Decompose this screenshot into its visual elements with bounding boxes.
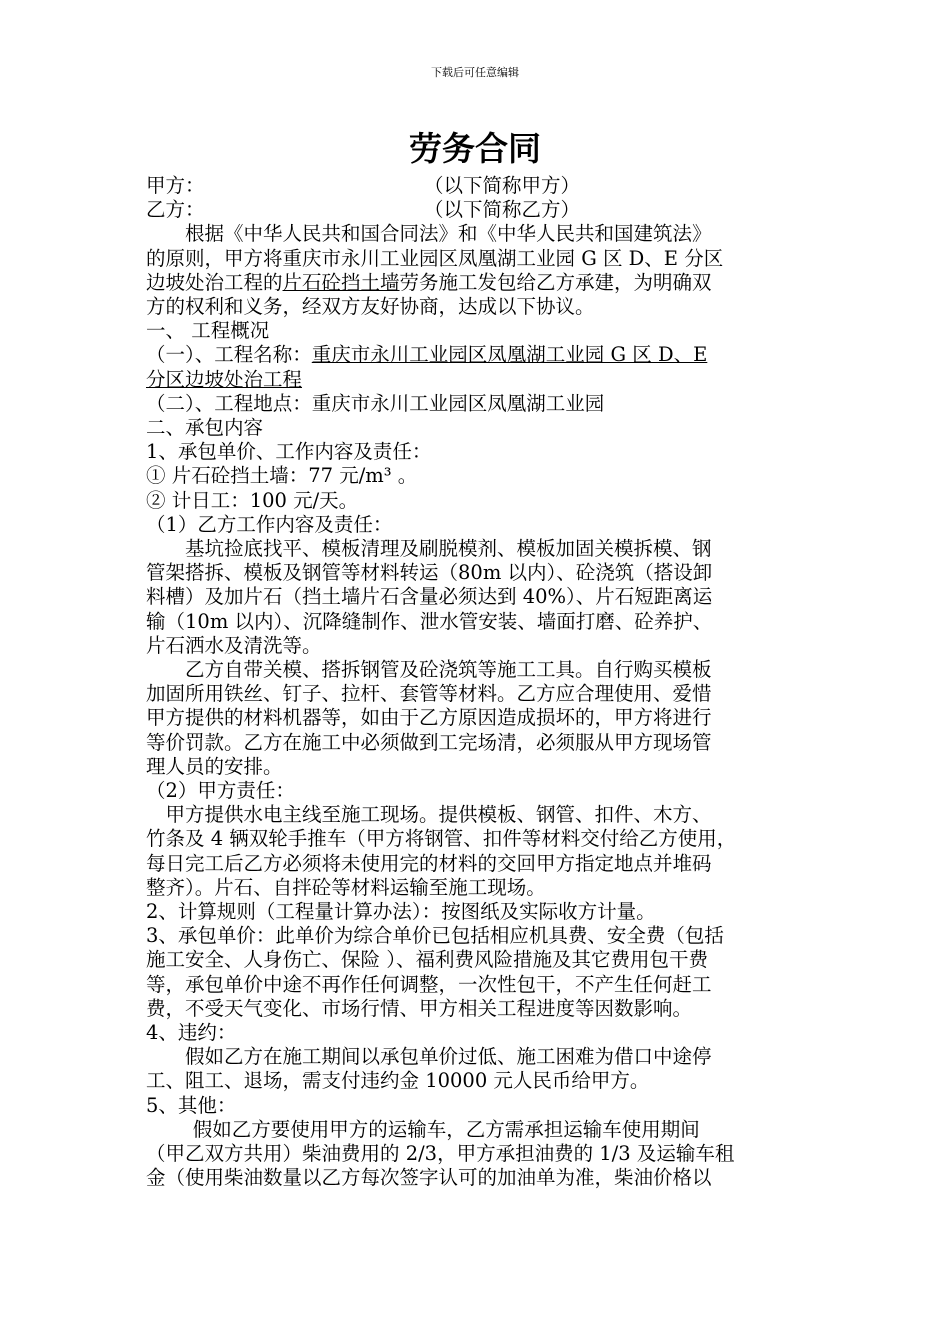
item-heading: 2、计算规则（工程量计算办法）：按图纸及实际收方计量。 <box>146 900 656 924</box>
paragraph-line: 基坑捡底找平、模板清理及刷脱模剂、模板加固关模拆模、钢 <box>185 537 712 561</box>
paragraph-line: 整齐）。片石、自拌砼等材料运输至施工现场。 <box>146 875 546 899</box>
item-heading: 4、违约： <box>146 1021 237 1045</box>
section-heading: 一、 工程概况 <box>146 319 270 343</box>
paragraph-line: 每日完工后乙方必须将未使用完的材料的交回甲方指定地点并堆码 <box>146 851 712 875</box>
paragraph-line: 管架搭拆、模板及钢管等材料转运（80m 以内）、砼浇筑（搭设卸 <box>146 561 713 585</box>
intro-text: 劳务施工发包给乙方承建，为明确双 <box>399 270 712 294</box>
paragraph-line: 片石洒水及清洗等。 <box>146 633 322 657</box>
contract-body <box>146 174 810 1191</box>
intro-line: 根据《中华人民共和国合同法》和《中华人民共和国建筑法》 <box>185 222 712 246</box>
paragraph-line: 输（10m 以内）、沉降缝制作、泄水管安装、墙面打磨、砼养护、 <box>146 609 713 633</box>
section-heading: 二、承包内容 <box>146 416 264 439</box>
paragraph-line: 假如乙方在施工期间以承包单价过低、施工困难为借口中途停 <box>185 1045 712 1069</box>
party-a-label: 甲方： <box>146 174 205 197</box>
document-title: 劳务合同 <box>409 129 541 168</box>
project-name-line <box>146 368 810 392</box>
party-a-note: （以下简称甲方） <box>424 174 581 197</box>
party-b-line <box>146 198 810 222</box>
paragraph-line: 假如乙方要使用甲方的运输车，乙方需承担运输车使用期间 <box>192 1117 700 1141</box>
party-b-label: 乙方： <box>146 198 205 222</box>
sub-heading: （1）乙方工作内容及责任： <box>146 512 393 536</box>
project-name-value: 重庆市永川工业园区凤凰湖工业园 G 区 D、E <box>311 343 708 367</box>
paragraph-line: 3、承包单价：此单价为综合单价已包括相应机具费、安全费（包括 <box>146 924 724 948</box>
paragraph-line: 费，不受天气变化、市场行情、甲方相关工程进度等因数影响。 <box>146 996 693 1020</box>
page-header-note: 下载后可任意编辑 <box>431 66 519 79</box>
intro-line: 的原则，甲方将重庆市永川工业园区凤凰湖工业园 G 区 D、E 分区 <box>146 246 724 270</box>
unit-price-line: ② 计日工：100 元/天。 <box>146 488 359 512</box>
intro-line <box>146 271 810 295</box>
item-heading: 1、承包单价、工作内容及责任： <box>146 440 432 464</box>
paragraph-line: 加固所用铁丝、钉子、拉杆、套管等材料。乙方应合理使用、爱惜 <box>146 682 712 706</box>
paragraph-line: 料槽）及加片石（挡土墙片石含量必须达到 40%）、片石短距离运 <box>146 585 713 609</box>
item-heading: 5、其他： <box>146 1093 237 1117</box>
paragraph-line: 甲方提供的材料机器等，如由于乙方原因造成损坏的，甲方将进行 <box>146 706 712 730</box>
party-a-line <box>146 174 810 198</box>
paragraph-line: 工、阻工、退场，需支付违约金 10000 元人民币给甲方。 <box>146 1069 650 1093</box>
paragraph-line: （甲乙双方共用）柴油费用的 2/3，甲方承担油费的 1/3 及运输车租 <box>146 1142 735 1166</box>
intro-text: 边坡处治工程的 <box>146 270 283 294</box>
paragraph-line: 理人员的安排。 <box>146 754 283 778</box>
sub-heading: （2）甲方责任： <box>146 779 295 803</box>
project-location-line: （二）、工程地点：重庆市永川工业园区凤凰湖工业园 <box>146 391 605 415</box>
intro-underlined-term: 片石砼挡土墙 <box>282 270 400 294</box>
intro-line: 方的权利和义务，经双方友好协商，达成以下协议。 <box>146 294 595 318</box>
project-name-line <box>146 343 810 367</box>
project-name-value: 分区边坡处治工程 <box>146 367 303 391</box>
paragraph-line: 等，承包单价中途不再作任何调整，一次性包干，不产生任何赶工 <box>146 972 712 996</box>
paragraph-line: 甲方提供水电主线至施工现场。提供模板、钢管、扣件、木方、 <box>165 803 712 827</box>
paragraph-line: 等价罚款。乙方在施工中必须做到工完场清，必须服从甲方现场管 <box>146 730 712 754</box>
paragraph-line: 乙方自带关模、搭拆钢管及砼浇筑等施工工具。自行购买模板 <box>185 658 712 682</box>
party-b-note: （以下简称乙方） <box>424 198 581 222</box>
paragraph-line: 金（使用柴油数量以乙方每次签字认可的加油单为准，柴油价格以 <box>146 1166 712 1190</box>
project-name-label: （一）、工程名称： <box>146 343 312 367</box>
paragraph-line: 施工安全、人身伤亡、保险 ）、福利费风险措施及其它费用包干费 <box>146 948 708 972</box>
paragraph-line: 竹条及 4 辆双轮手推车（甲方将钢管、扣件等材料交付给乙方使用， <box>146 827 737 851</box>
unit-price-line: ① 片石砼挡土墙：77 元/m³ 。 <box>146 464 418 488</box>
